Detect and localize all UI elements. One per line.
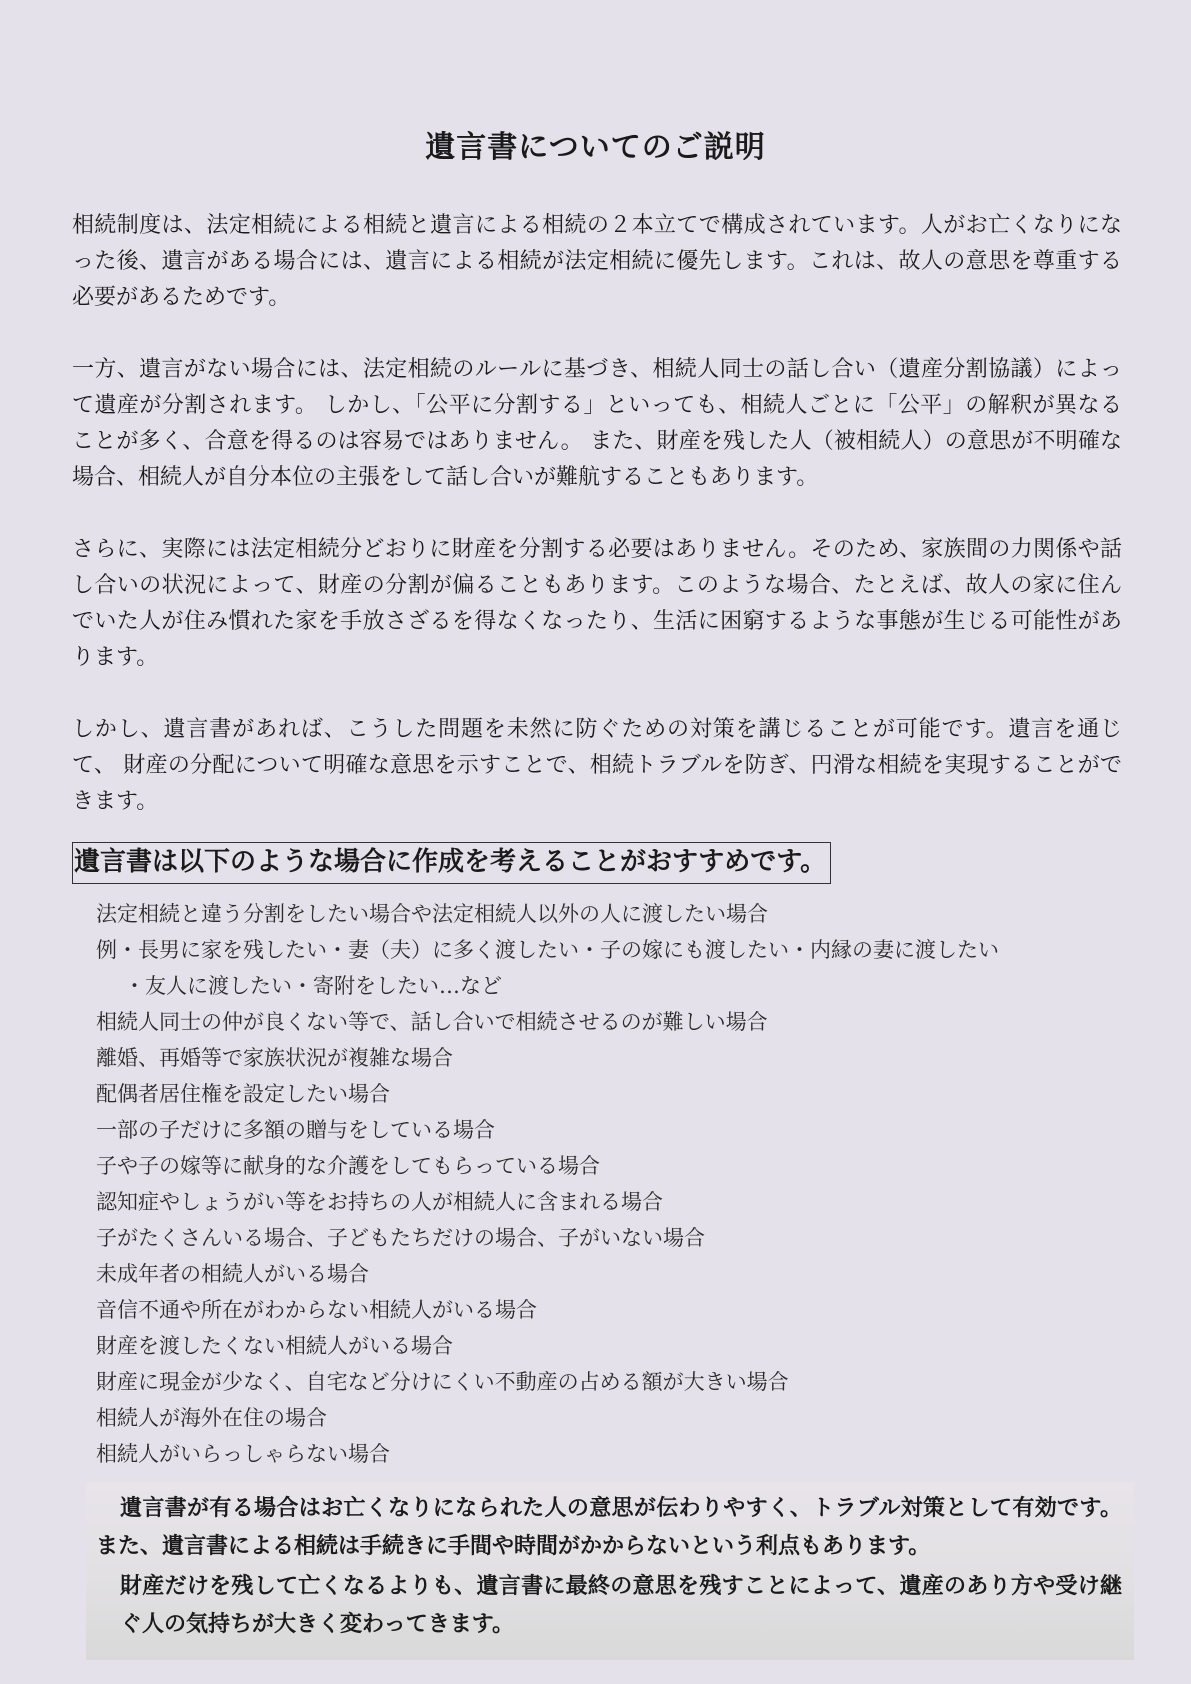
list-item: 子や子の嫁等に献身的な介護をしてもらっている場合 [96, 1154, 600, 1178]
list-item: 認知症やしょうがい等をお持ちの人が相続人に含まれる場合 [96, 1190, 663, 1214]
intro-paragraph: 相続制度は、法定相続による相続と遺言による相続の２本立てで構成されています。人がお亡くなりになった後、遺言がある場合には、遺言による相続が法定相続に優先します。これは、故人の意思を尊重する必要があるためです。 [72, 213, 1122, 310]
section-heading: 遺言書は以下のような場合に作成を考えることがおすすめです。 [72, 842, 831, 884]
intro-section [72, 208, 1122, 856]
list-item: 一部の子だけに多額の贈与をしている場合 [96, 1118, 495, 1142]
intro-paragraph: しかし、遺言書があれば、こうした問題を未然に防ぐための対策を講じることが可能です。遺言を通じて、 財産の分配について明確な意思を示すことで、相続トラブルを防ぎ、円滑な相続を実現することができます。 [72, 717, 1122, 814]
list-item: 相続人がいらっしゃらない場合 [96, 1442, 390, 1466]
list-item: 子がたくさんいる場合、子どもたちだけの場合、子がいない場合 [96, 1226, 705, 1250]
list-item: 未成年者の相続人がいる場合 [96, 1262, 369, 1286]
case-list [96, 896, 1126, 1472]
list-item: 財産を渡したくない相続人がいる場合 [96, 1334, 453, 1358]
list-item: 離婚、再婚等で家族状況が複雑な場合 [96, 1046, 453, 1070]
list-item: 相続人が海外在住の場合 [96, 1406, 327, 1430]
list-item: 財産に現金が少なく、自宅など分けにくい不動産の占める額が大きい場合 [96, 1370, 789, 1394]
conclusion-paragraph: 遺言書が有る場合はお亡くなりになられた人の意思が伝わりやすく、トラブル対策として有効です。また、遺言書による相続は手続きに手間や時間がかからないという利点もあります。 [96, 1496, 1122, 1559]
list-item: 配偶者居住権を設定したい場合 [96, 1082, 390, 1106]
list-item: 法定相続と違う分割をしたい場合や法定相続人以外の人に渡したい場合 [96, 902, 768, 926]
list-item: 相続人同士の仲が良くない等で、話し合いで相続させるのが難しい場合 [96, 1010, 768, 1034]
conclusion-paragraph: 財産だけを残して亡くなるよりも、遺言書に最終の意思を残すことによって、遺産のあり方や受け継ぐ人の気持ちが大きく変わってきます。 [120, 1574, 1122, 1637]
intro-paragraph: 一方、遺言がない場合には、法定相続のルールに基づき、相続人同士の話し合い（遺産分割協議）によって遺産が分割されます。 しかし、「公平に分割する」といっても、相続人ごとに「公平」の解釈が異なることが多く、合意を得るのは容易ではありません。 また、財産を残した人（被相続人）の意思が不明確な場合、相続人が自分本位の主張をして話し合いが難航することもあります。 [72, 357, 1122, 490]
list-item: 音信不通や所在がわからない相続人がいる場合 [96, 1298, 537, 1322]
page-title: 遺言書についてのご説明 [425, 130, 766, 165]
conclusion-box [86, 1482, 1134, 1660]
list-item: ・友人に渡したい・寄附をしたい…など [124, 974, 502, 998]
list-item: 例・長男に家を残したい・妻（夫）に多く渡したい・子の嫁にも渡したい・内縁の妻に渡したい [96, 938, 999, 962]
intro-paragraph: さらに、実際には法定相続分どおりに財産を分割する必要はありません。そのため、家族間の力関係や話し合いの状況によって、財産の分割が偏ることもあります。このような場合、たとえば、故人の家に住んでいた人が住み慣れた家を手放さざるを得なくなったり、生活に困窮するような事態が生じる可能性があります。 [72, 537, 1122, 670]
